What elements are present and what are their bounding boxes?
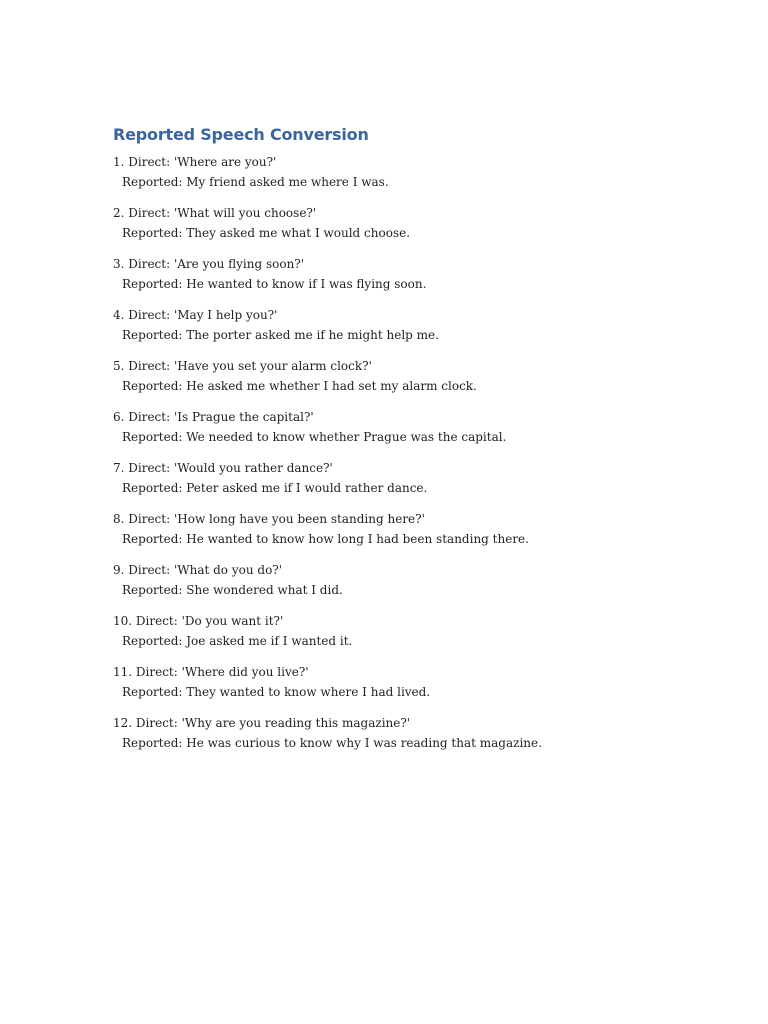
entry-10 <box>113 611 733 651</box>
entry-9 <box>113 560 733 600</box>
entry-12 <box>113 713 733 753</box>
entry-7 <box>113 458 733 498</box>
reported-speech: Reported: He asked me whether I had set my alarm clock. <box>122 379 477 393</box>
reported-speech: Reported: They wanted to know where I had lived. <box>122 685 431 699</box>
document-title: Reported Speech Conversion <box>113 125 369 144</box>
entry-11 <box>113 662 733 702</box>
entry-5 <box>113 356 733 396</box>
reported-speech: Reported: Joe asked me if I wanted it. <box>122 634 353 648</box>
entry-4 <box>113 305 733 345</box>
reported-speech: Reported: My friend asked me where I was. <box>122 175 389 189</box>
direct-speech: 12. Direct: 'Why are you reading this magazine?' <box>113 716 411 730</box>
direct-speech: 10. Direct: 'Do you want it?' <box>113 614 284 628</box>
reported-speech: Reported: He was curious to know why I was reading that magazine. <box>122 736 542 750</box>
reported-speech: Reported: She wondered what I did. <box>122 583 343 597</box>
entry-8 <box>113 509 733 549</box>
direct-speech: 7. Direct: 'Would you rather dance?' <box>113 461 333 475</box>
entry-2 <box>113 203 733 243</box>
reported-speech: Reported: He wanted to know if I was flying soon. <box>122 277 427 291</box>
document-page <box>113 124 733 764</box>
reported-speech: Reported: We needed to know whether Prague was the capital. <box>122 430 507 444</box>
entry-6 <box>113 407 733 447</box>
reported-speech: Reported: Peter asked me if I would rather dance. <box>122 481 428 495</box>
direct-speech: 3. Direct: 'Are you flying soon?' <box>113 257 305 271</box>
direct-speech: 9. Direct: 'What do you do?' <box>113 563 283 577</box>
direct-speech: 8. Direct: 'How long have you been standing here?' <box>113 512 425 526</box>
entry-3 <box>113 254 733 294</box>
reported-speech: Reported: The porter asked me if he might help me. <box>122 328 439 342</box>
direct-speech: 1. Direct: 'Where are you?' <box>113 155 277 169</box>
reported-speech: Reported: He wanted to know how long I had been standing there. <box>122 532 529 546</box>
direct-speech: 11. Direct: 'Where did you live?' <box>113 665 309 679</box>
direct-speech: 2. Direct: 'What will you choose?' <box>113 206 317 220</box>
entry-1 <box>113 152 733 192</box>
reported-speech: Reported: They asked me what I would choose. <box>122 226 411 240</box>
direct-speech: 6. Direct: 'Is Prague the capital?' <box>113 410 314 424</box>
direct-speech: 5. Direct: 'Have you set your alarm clock?' <box>113 359 372 373</box>
direct-speech: 4. Direct: 'May I help you?' <box>113 308 278 322</box>
